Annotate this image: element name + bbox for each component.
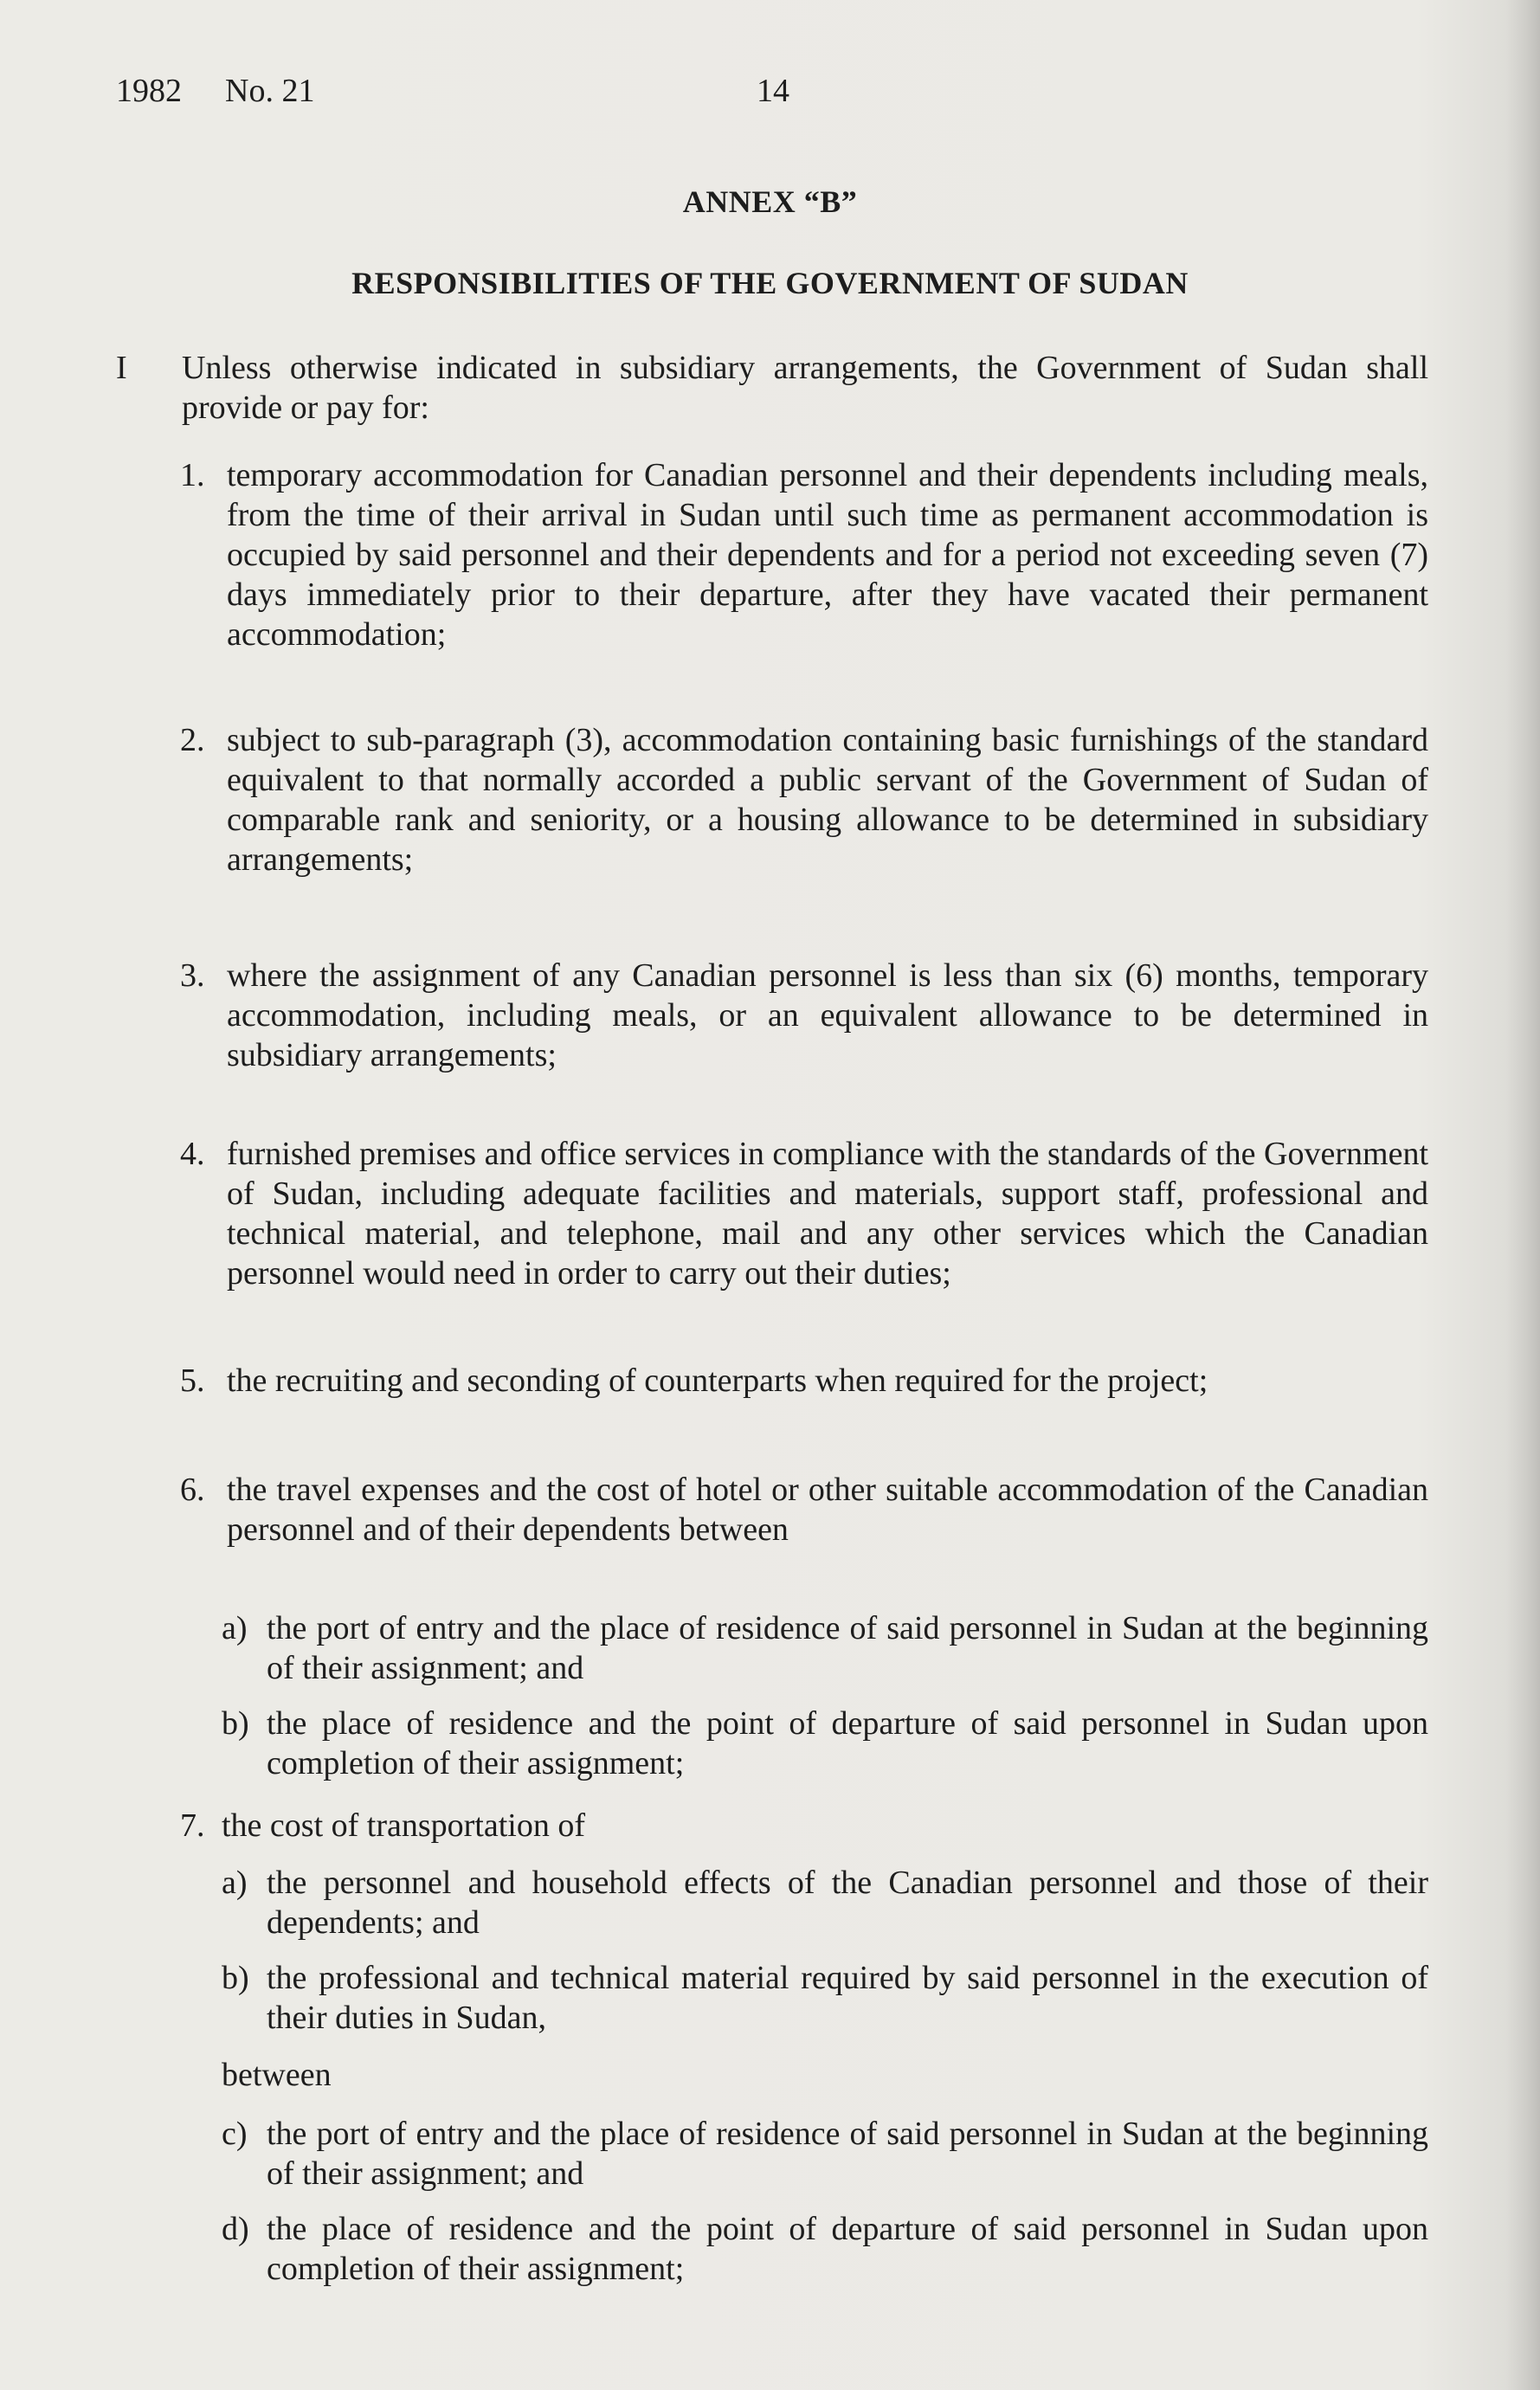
- sub-item-text: the personnel and household effects of the Canadian personnel and those of their dependents; and: [267, 1865, 1428, 1941]
- intro-numeral: I: [116, 350, 127, 386]
- header-number: No. 21: [225, 73, 315, 109]
- item-text: subject to sub-paragraph (3), accommodation containing basic furnishings of the standard equivalent to that normally accorded a public servant of the Government of Sudan of comparable rank and seniority, or a housing allowance to be determined in subsidiary arrangements;: [227, 722, 1428, 878]
- sub-item-letter: b): [222, 1705, 249, 1742]
- header-page-number: 14: [757, 73, 789, 109]
- sub-item-letter: a): [222, 1610, 248, 1646]
- item-number: 1.: [180, 457, 205, 493]
- sub-item-text: the place of residence and the point of departure of said personnel in Sudan upon completion of their assignment;: [267, 2211, 1428, 2287]
- sub-item-letter: d): [222, 2211, 249, 2247]
- item-text: the cost of transportation of: [222, 1807, 586, 1844]
- item-number: 2.: [180, 722, 205, 758]
- section-title: RESPONSIBILITIES OF THE GOVERNMENT OF SUDAN: [351, 266, 1189, 300]
- sub-item-text: the place of residence and the point of departure of said personnel in Sudan upon completion of their assignment;: [267, 1705, 1428, 1781]
- between-text: between: [222, 2057, 332, 2093]
- sub-item-letter: b): [222, 1960, 249, 1996]
- sub-item-letter: a): [222, 1865, 248, 1901]
- sub-item-text: the professional and technical material required by said personnel in the execution of their duties in Sudan,: [267, 1960, 1428, 2036]
- item-text: where the assignment of any Canadian personnel is less than six (6) months, temporary accommodation, including meals, or an equivalent allowance to be determined in subsidiary arrangements;: [227, 957, 1428, 1073]
- annex-title: ANNEX “B”: [682, 184, 858, 219]
- item-number: 5.: [180, 1362, 205, 1399]
- item-text: the travel expenses and the cost of hotel or other suitable accommodation of the Canadian personnel and of their dependents between: [227, 1472, 1428, 1548]
- item-number: 7.: [180, 1807, 205, 1844]
- binding-shadow: [1505, 0, 1540, 2390]
- sub-item-text: the port of entry and the place of residence of said personnel in Sudan at the beginning of their assignment; and: [267, 1610, 1428, 1686]
- item-text: temporary accommodation for Canadian personnel and their dependents including meals, from the time of their arrival in Sudan until such time as permanent accommodation is occupied by said personnel and their dependents and for a period not exceeding seven (7) days immediately prior to their departure, after they have vacated their permanent accommodation;: [227, 457, 1428, 653]
- sub-item-text: the port of entry and the place of residence of said personnel in Sudan at the beginning of their assignment; and: [267, 2116, 1428, 2192]
- item-text: furnished premises and office services in compliance with the standards of the Government of Sudan, including adequate facilities and materials, support staff, professional and technical material, and telephone, mail and any other services which the Canadian personnel would need in order to carry out their duties;: [227, 1136, 1428, 1292]
- item-number: 3.: [180, 957, 205, 994]
- intro-text: Unless otherwise indicated in subsidiary arrangements, the Government of Sudan shall provide or pay for:: [182, 350, 1428, 426]
- header-year: 1982: [116, 73, 182, 109]
- item-text: the recruiting and seconding of counterparts when required for the project;: [227, 1362, 1208, 1399]
- item-number: 6.: [180, 1472, 205, 1508]
- sub-item-letter: c): [222, 2116, 248, 2152]
- item-number: 4.: [180, 1136, 205, 1172]
